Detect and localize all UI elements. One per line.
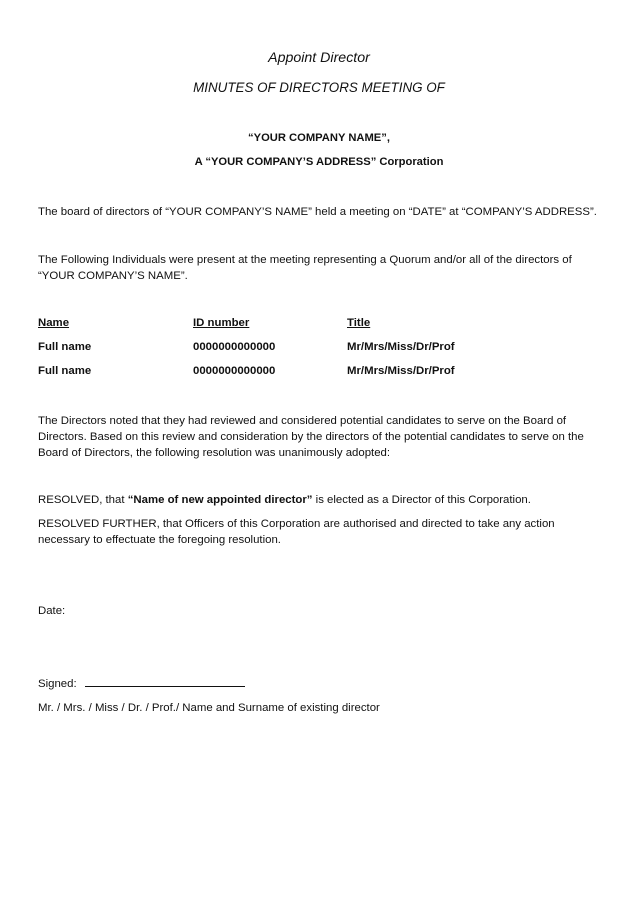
resolved-suffix: is elected as a Director of this Corporation.: [312, 494, 531, 506]
company-name: “YOUR COMPANY NAME”,: [248, 132, 390, 144]
table-header-name: Name: [38, 317, 70, 329]
table-cell-name: Full name: [38, 341, 92, 353]
signatory-line: Mr. / Mrs. / Miss / Dr. / Prof./ Name and Surname of existing director: [38, 702, 380, 714]
table-cell-title: Mr/Mrs/Miss/Dr/Prof: [347, 341, 455, 353]
signature-row: [38, 678, 245, 690]
resolved-further-paragraph: RESOLVED FURTHER, that Officers of this Corporation are authorised and directed to take any action necessary to effectuate the foregoing resolution.: [38, 518, 555, 546]
present-paragraph: The Following Individuals were present at the meeting representing a Quorum and/or all of the directors of “YOUR COMPANY’S NAME”.: [38, 254, 572, 282]
corporation-line: A “YOUR COMPANY’S ADDRESS” Corporation: [194, 156, 444, 168]
table-cell-id: 0000000000000: [193, 341, 276, 353]
date-label: Date:: [38, 605, 66, 617]
table-header-id: ID number: [193, 317, 250, 329]
document-title: Appoint Director: [268, 50, 370, 66]
signature-line: [85, 686, 245, 687]
document-subtitle: MINUTES OF DIRECTORS MEETING OF: [193, 80, 445, 95]
table-cell-title: Mr/Mrs/Miss/Dr/Prof: [347, 365, 455, 377]
resolved-prefix: RESOLVED, that: [38, 494, 128, 506]
meeting-paragraph: The board of directors of “YOUR COMPANY’S NAME” held a meeting on “DATE” at “COMPANY’S ADDRESS”.: [38, 206, 597, 218]
signed-label: Signed:: [38, 678, 77, 690]
new-director-name: “Name of new appointed director”: [127, 494, 313, 506]
resolved-paragraph: [38, 492, 603, 508]
table-cell-name: Full name: [38, 365, 92, 377]
table-header-title: Title: [347, 317, 371, 329]
table-cell-id: 0000000000000: [193, 365, 276, 377]
review-paragraph: The Directors noted that they had reviewed and considered potential candidates to serve on the Board of Directors. Based on this review and consideration by the directors of the potential candidates to serve on the Board of Directors, the following resolution was unanimously adopted:: [38, 415, 584, 459]
